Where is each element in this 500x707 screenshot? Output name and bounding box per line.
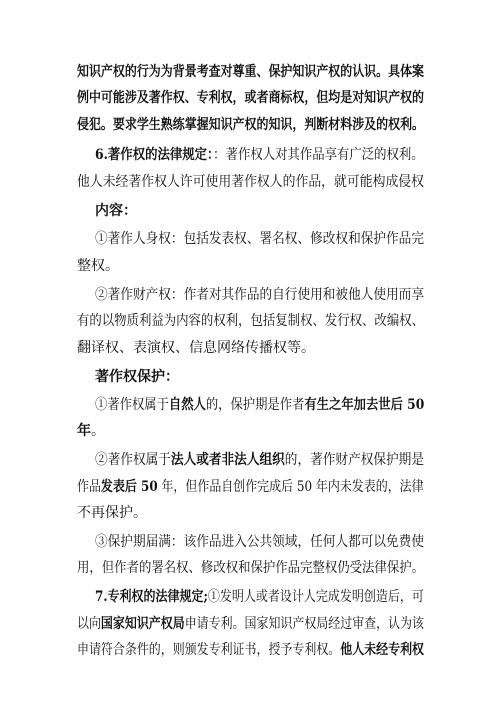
text-line xyxy=(77,421,105,441)
text-segment: ①著作人身权：包括发表权、署名权、修改权和保护作品完 xyxy=(95,231,424,247)
text-line xyxy=(95,145,424,165)
text-line xyxy=(77,256,119,276)
text-segment: 申请符合条件的，则颁发专利证书，授予专利权。 xyxy=(77,642,341,658)
bold-text-segment: 6.著作权的法律规定： xyxy=(95,147,214,163)
text-segment: 用，但作者的署名权、修改权和保护作品完整权仍受法律保护。 xyxy=(77,560,424,576)
text-line xyxy=(77,477,424,497)
bold-text-segment: 著作权保护： xyxy=(95,369,179,385)
text-line xyxy=(77,172,424,192)
bold-text-segment: 他人未经专利权 xyxy=(340,642,425,658)
text-segment: ②著作权属于 xyxy=(95,452,171,468)
text-line xyxy=(77,311,424,331)
text-segment: 年，但作品自创作完成后 50 年内未发表的，法律 xyxy=(157,479,424,495)
text-segment: 的，保护期是作者 xyxy=(205,397,305,413)
bold-text-segment: 内容： xyxy=(95,203,137,219)
text-line xyxy=(95,587,424,607)
text-line xyxy=(95,367,179,387)
text-segment: ：著作权人对其作品享有广泛的权利。 xyxy=(213,147,424,163)
text-line xyxy=(95,201,137,221)
text-segment: 有的以物质利益为内容的权利，包括复制权、发行权、改编权、 xyxy=(77,313,424,329)
text-line xyxy=(77,558,424,578)
text-segment: ①著作权属于 xyxy=(95,397,169,413)
bold-text-segment: 自然人 xyxy=(168,397,206,413)
text-segment: 以向 xyxy=(77,616,101,632)
text-segment: 整权。 xyxy=(77,258,119,274)
text-line xyxy=(77,614,424,634)
text-line xyxy=(95,395,424,415)
bold-text-segment: 发表后 50 xyxy=(100,479,158,495)
text-line xyxy=(77,62,424,82)
bold-text-segment: 知识产权的行为为背景考查对尊重、保护知识产权的认识。具体案 xyxy=(77,64,425,80)
text-line xyxy=(77,115,424,135)
text-segment: 的，著作财产权保护期是 xyxy=(284,452,424,468)
text-line xyxy=(95,285,424,305)
text-segment: 不再保护。 xyxy=(77,505,147,521)
text-segment: 他人未经著作权人许可使用著作权人的作品，就可能构成侵权 xyxy=(77,174,425,190)
text-segment: 作品 xyxy=(77,479,101,495)
text-line xyxy=(95,450,424,470)
text-segment: 申请专利。国家知识产权局经过审查，认为该 xyxy=(184,616,425,632)
text-segment: 翻译权、表演权、信息网络传播权等。 xyxy=(77,340,315,356)
text-line xyxy=(77,640,424,660)
text-line xyxy=(95,229,424,249)
text-segment: 。 xyxy=(91,423,105,439)
bold-text-segment: 国家知识产权局 xyxy=(100,616,185,632)
text-line xyxy=(77,338,315,358)
text-line xyxy=(95,532,424,552)
bold-text-segment: 侵犯。要求学生熟练掌握知识产权的知识，判断材料涉及的权利。 xyxy=(77,117,425,133)
text-line xyxy=(77,503,147,523)
bold-text-segment: 年 xyxy=(77,423,91,439)
bold-text-segment: 有生之年加去世后 50 xyxy=(304,397,425,413)
text-segment: ③保护期届满：该作品进入公共领域，任何人都可以免费使 xyxy=(95,534,424,550)
text-line xyxy=(77,88,424,108)
bold-text-segment: 例中可能涉及著作权、专利权，或者商标权，但均是对知识产权的 xyxy=(77,90,425,106)
bold-text-segment: 7.专利权的法律规定; xyxy=(95,589,208,605)
text-segment: ①发明人或者设计人完成发明创造后，可 xyxy=(207,589,424,605)
text-segment: ②著作财产权：作者对其作品的自行使用和被他人使用而享 xyxy=(95,287,424,303)
bold-text-segment: 法人或者非法人组织 xyxy=(170,452,285,468)
